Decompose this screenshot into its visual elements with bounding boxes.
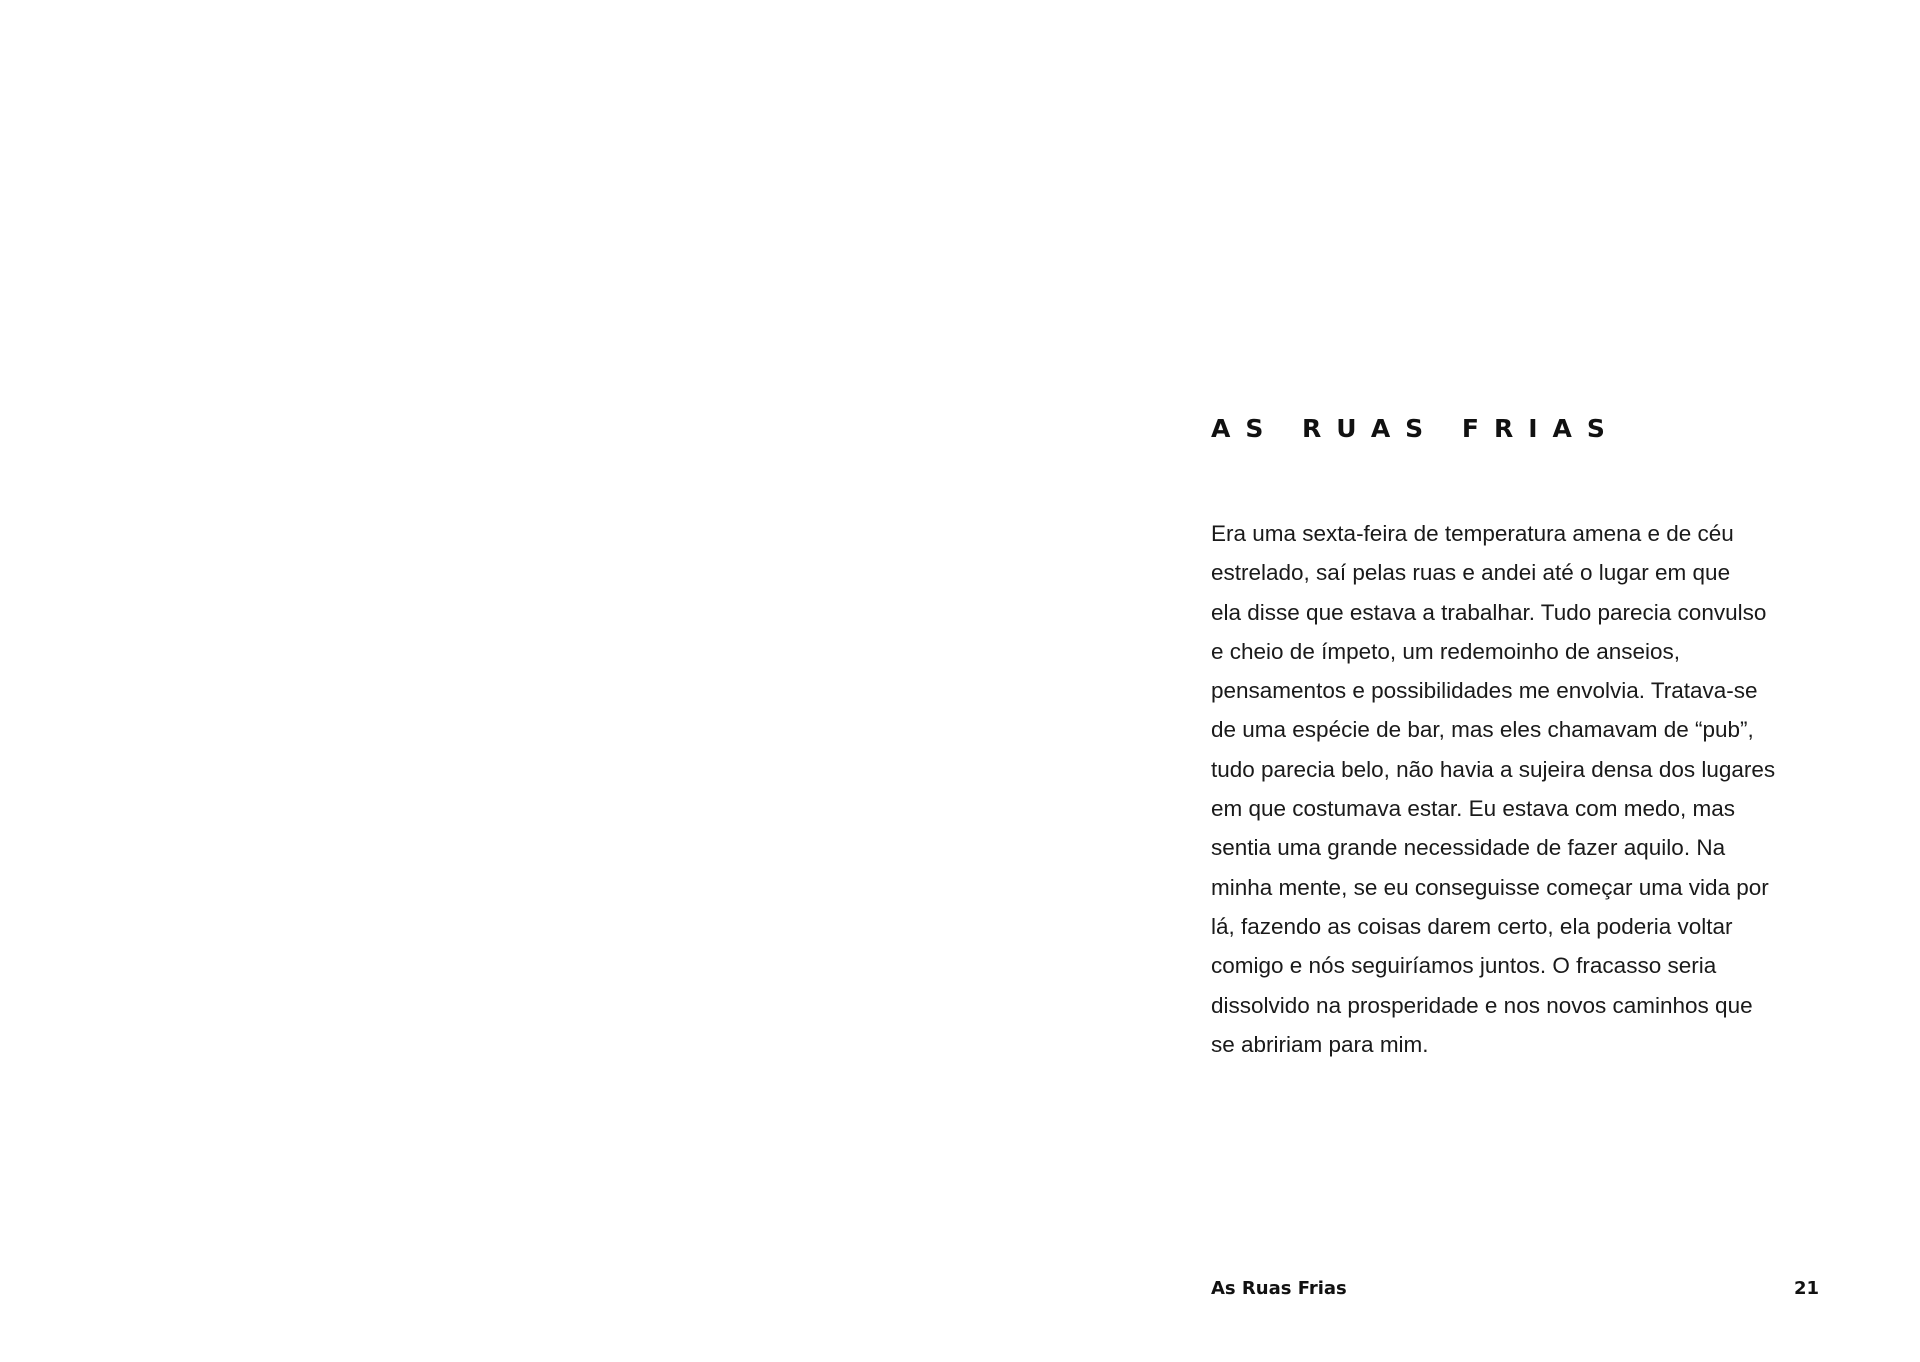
right-page (960, 0, 1920, 1362)
body-paragraph (1211, 514, 1821, 1064)
body-line: dissolvido na prosperidade e nos novos caminhos que (1211, 992, 1753, 1018)
body-line: tudo parecia belo, não havia a sujeira densa dos lugares (1211, 756, 1776, 782)
running-footer-title: As Ruas Frias (1211, 1278, 1347, 1299)
body-line: em que costumava estar. Eu estava com medo, mas (1211, 796, 1735, 822)
body-line: ela disse que estava a trabalhar. Tudo parecia convulso (1211, 599, 1767, 625)
body-line: estrelado, saí pelas ruas e andei até o lugar em que (1211, 560, 1731, 586)
body-line: de uma espécie de bar, mas eles chamavam de “pub”, (1211, 717, 1754, 743)
page-number: 21 (1793, 1278, 1819, 1299)
body-line: sentia uma grande necessidade de fazer aquilo. Na (1211, 835, 1726, 861)
chapter-title: AS RUAS FRIAS (1211, 414, 1620, 443)
body-line: comigo e nós seguiríamos juntos. O fracasso seria (1211, 953, 1717, 979)
body-line: se abririam para mim. (1211, 1031, 1429, 1057)
body-line: pensamentos e possibilidades me envolvia. Tratava-se (1211, 678, 1758, 704)
body-line: minha mente, se eu conseguisse começar uma vida por (1211, 874, 1769, 900)
body-line: lá, fazendo as coisas darem certo, ela poderia voltar (1211, 913, 1733, 939)
body-line: Era uma sexta-feira de temperatura amena e de céu (1211, 521, 1734, 546)
body-line: e cheio de ímpeto, um redemoinho de anseios, (1211, 638, 1681, 664)
